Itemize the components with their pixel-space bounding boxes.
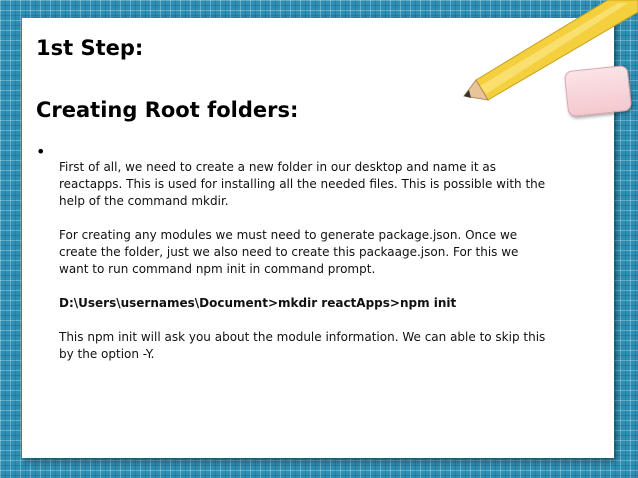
command-line-text: D:\Users\usernames\Document>mkdir reactApps>npm init <box>59 296 457 310</box>
main-title: Creating Root folders: <box>36 98 299 122</box>
paragraph-create-folder: First of all, we need to create a new folder in our desktop and name it as reactapps. This is used for installing all the needed files. This is possible with the help of the command mkdir. <box>59 160 546 208</box>
paragraph-npm-init: This npm init will ask you about the module information. We can able to skip this by the option -Y. <box>59 330 546 361</box>
content-body <box>59 159 549 380</box>
paragraph-package-json: For creating any modules we must need to generate package.json. Once we create the folder, just we also need to create this packaage.json. For this we want to run command npm init in command prompt. <box>59 228 519 276</box>
bullet-point: • <box>36 142 46 161</box>
yellow-pencil-icon <box>458 0 638 110</box>
step-title: 1st Step: <box>36 36 144 60</box>
